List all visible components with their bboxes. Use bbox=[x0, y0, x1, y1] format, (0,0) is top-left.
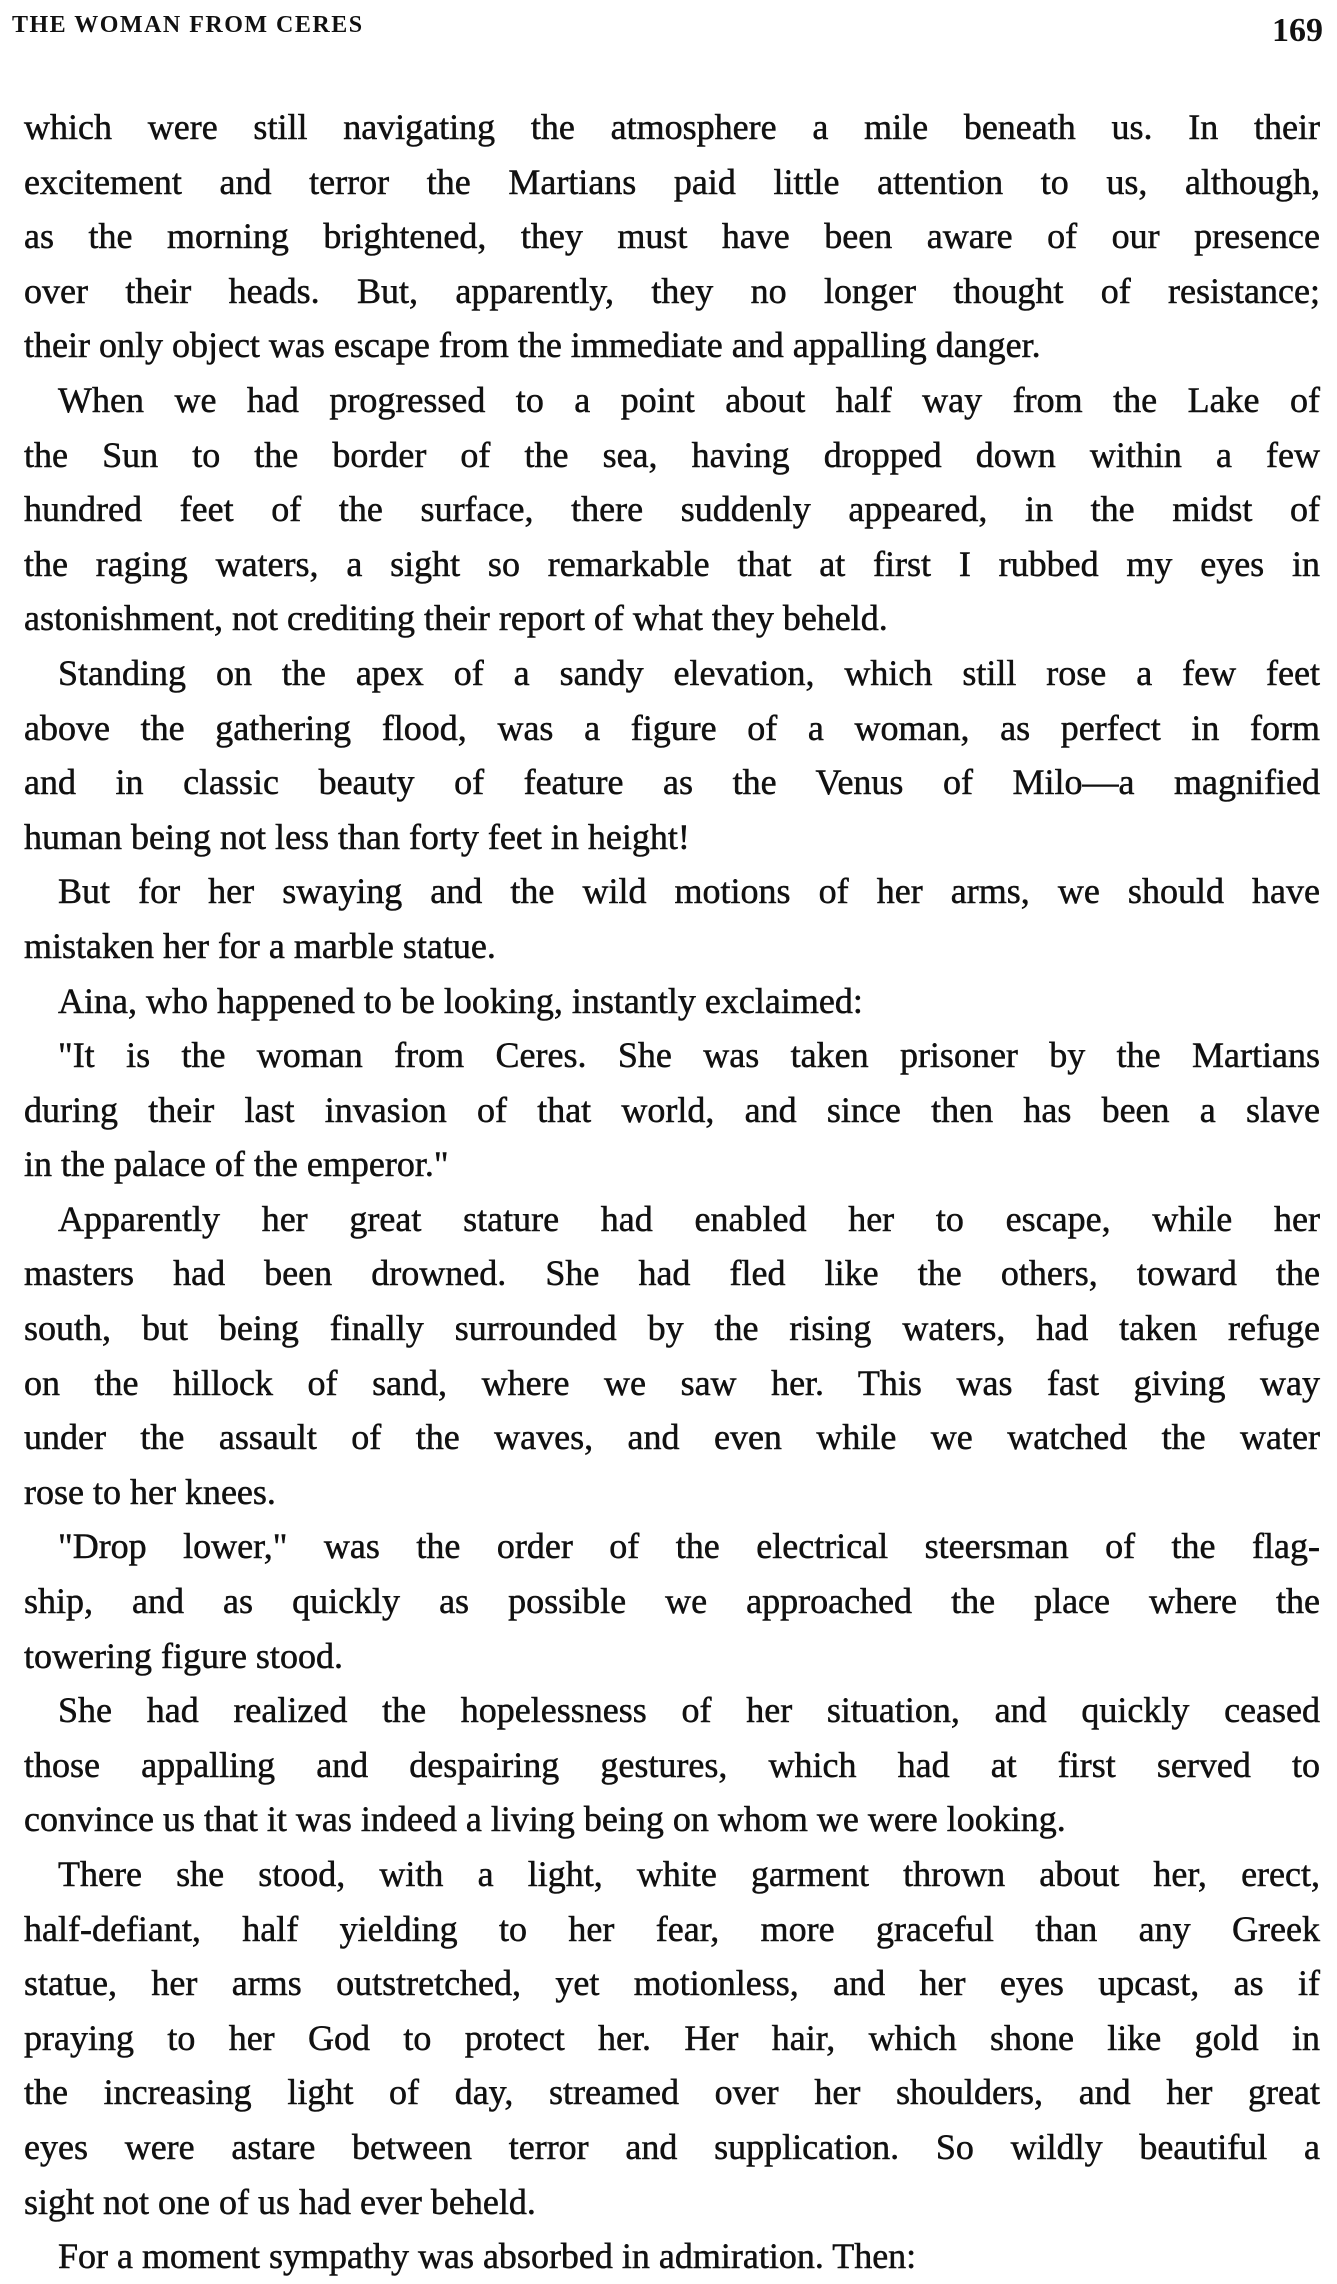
text-line: astonishment, not crediting their report of what they beheld. bbox=[24, 598, 888, 639]
text-line: over their heads. But, apparently, they no longer thought of resistance; bbox=[24, 270, 1320, 311]
text-line: under the assault of the waves, and even while we watched the water bbox=[24, 1417, 1320, 1458]
text-line: Standing on the apex of a sandy elevation, which still rose a few feet bbox=[58, 652, 1320, 693]
text-line: the raging waters, a sight so remarkable that at first I rubbed my eyes in bbox=[24, 543, 1320, 584]
text-line: convince us that it was indeed a living being on whom we were looking. bbox=[24, 1799, 1066, 1840]
page-number: 169 bbox=[1272, 12, 1323, 49]
text-line: hundred feet of the surface, there suddenly appeared, in the midst of bbox=[24, 489, 1320, 530]
text-line: their only object was escape from the immediate and appalling danger. bbox=[24, 325, 1041, 366]
paragraph bbox=[24, 974, 1320, 1029]
text-line: human being not less than forty feet in height! bbox=[24, 816, 690, 857]
text-line: For a moment sympathy was absorbed in admiration. Then: bbox=[58, 2236, 917, 2277]
paragraph bbox=[24, 1847, 1320, 2229]
text-line: She had realized the hopelessness of her situation, and quickly ceased bbox=[58, 1690, 1320, 1731]
text-line: which were still navigating the atmosphere a mile beneath us. In their bbox=[24, 107, 1320, 147]
text-line: above the gathering flood, was a figure of a woman, as perfect in form bbox=[24, 707, 1320, 748]
paragraph bbox=[24, 100, 1320, 373]
paragraph bbox=[24, 373, 1320, 646]
paragraph bbox=[24, 1028, 1320, 1192]
text-line: towering figure stood. bbox=[24, 1635, 343, 1676]
text-line: masters had been drowned. She had fled like the others, toward the bbox=[24, 1253, 1320, 1294]
text-line: There she stood, with a light, white garment thrown about her, erect, bbox=[58, 1854, 1320, 1894]
text-line: "Drop lower," was the order of the electrical steersman of the flag- bbox=[58, 1526, 1320, 1567]
text-line: ship, and as quickly as possible we approached the place where the bbox=[24, 1581, 1320, 1622]
text-line: in the palace of the emperor." bbox=[24, 1144, 449, 1185]
text-line: those appalling and despairing gestures, which had at first served to bbox=[24, 1744, 1320, 1785]
paragraph bbox=[24, 646, 1320, 864]
text-line: When we had progressed to a point about half way from the Lake of bbox=[58, 379, 1320, 420]
paragraph bbox=[24, 1519, 1320, 1683]
text-line: during their last invasion of that world, and since then has been a slave bbox=[24, 1089, 1320, 1130]
text-line: half-defiant, half yielding to her fear, more graceful than any Greek bbox=[24, 1908, 1320, 1949]
text-line: excitement and terror the Martians paid little attention to us, although, bbox=[24, 161, 1320, 202]
text-line: rose to her knees. bbox=[24, 1471, 276, 1512]
paragraph bbox=[24, 1683, 1320, 1847]
body-text bbox=[24, 100, 1320, 2284]
text-line: praying to her God to protect her. Her hair, which shone like gold in bbox=[24, 2017, 1320, 2058]
text-line: the increasing light of day, streamed over her shoulders, and her great bbox=[24, 2072, 1320, 2113]
text-line: on the hillock of sand, where we saw her. This was fast giving way bbox=[24, 1362, 1320, 1403]
text-line: mistaken her for a marble statue. bbox=[24, 925, 496, 966]
text-line: Aina, who happened to be looking, instantly exclaimed: bbox=[58, 980, 863, 1021]
text-line: "It is the woman from Ceres. She was taken prisoner by the Martians bbox=[58, 1035, 1320, 1076]
paragraph bbox=[24, 864, 1320, 973]
text-line: sight not one of us had ever beheld. bbox=[24, 2181, 536, 2222]
running-head: THE WOMAN FROM CERES bbox=[12, 12, 364, 38]
text-line: But for her swaying and the wild motions of her arms, we should have bbox=[58, 871, 1320, 912]
text-line: and in classic beauty of feature as the Venus of Milo—a magnified bbox=[24, 762, 1320, 803]
text-line: the Sun to the border of the sea, having dropped down within a few bbox=[24, 434, 1320, 475]
text-line: eyes were astare between terror and supplication. So wildly beautiful a bbox=[24, 2126, 1320, 2167]
text-line: south, but being finally surrounded by the rising waters, had taken refuge bbox=[24, 1308, 1320, 1349]
text-line: as the morning brightened, they must have been aware of our presence bbox=[24, 216, 1320, 257]
text-line: statue, her arms outstretched, yet motionless, and her eyes upcast, as if bbox=[24, 1963, 1320, 2004]
paragraph bbox=[24, 2229, 1320, 2284]
paragraph bbox=[24, 1192, 1320, 1520]
text-line: Apparently her great stature had enabled her to escape, while her bbox=[58, 1198, 1320, 1239]
